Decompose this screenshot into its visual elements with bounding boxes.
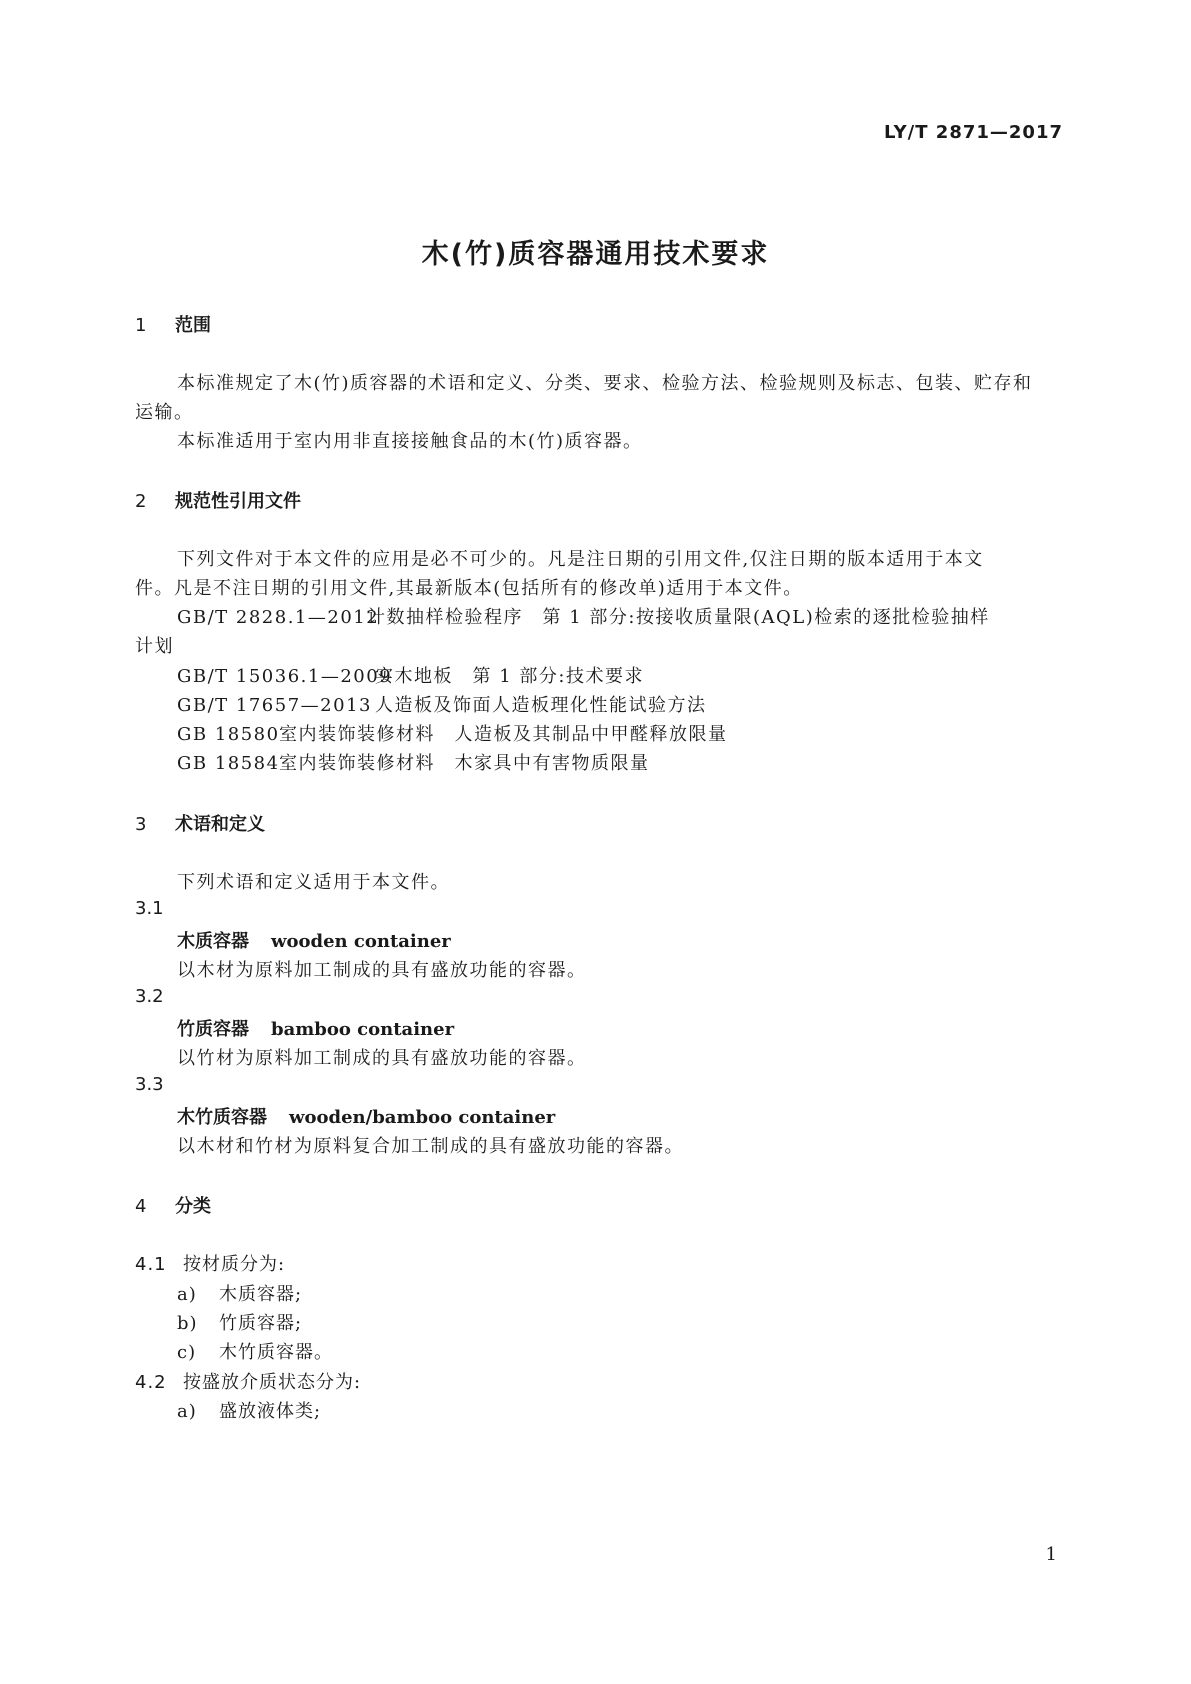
section-2-heading xyxy=(135,487,301,513)
section-title: 规范性引用文件 xyxy=(175,491,301,512)
term-number: 3.2 xyxy=(135,986,164,1007)
reference-continuation: 计划 xyxy=(135,636,174,657)
list-marker: a) xyxy=(177,1401,197,1422)
paragraph: 下列文件对于本文件的应用是必不可少的。凡是注日期的引用文件,仅注日期的版本适用于本文 xyxy=(177,549,984,570)
term-heading xyxy=(177,1015,454,1041)
clause-4-1 xyxy=(135,1250,285,1276)
section-1-heading xyxy=(135,311,211,337)
section-4-heading xyxy=(135,1192,211,1218)
term-chinese: 竹质容器 xyxy=(177,1019,249,1040)
list-marker: b) xyxy=(177,1313,198,1334)
term-heading xyxy=(177,927,451,953)
term-chinese: 木质容器 xyxy=(177,931,249,952)
section-number: 1 xyxy=(135,315,147,336)
normative-reference xyxy=(177,749,650,775)
list-item-text: 木质容器; xyxy=(219,1284,303,1305)
reference-title: 室内装饰装修材料 人造板及其制品中甲醛释放限量 xyxy=(279,724,728,745)
list-marker: c) xyxy=(177,1342,197,1363)
paragraph: 本标准适用于室内用非直接接触食品的木(竹)质容器。 xyxy=(177,431,643,452)
list-item xyxy=(177,1309,302,1335)
list-item xyxy=(177,1338,333,1364)
normative-reference xyxy=(177,662,644,688)
paragraph-continuation: 运输。 xyxy=(135,402,194,423)
list-item-text: 竹质容器; xyxy=(219,1313,303,1334)
clause-number: 4.2 xyxy=(135,1372,167,1393)
list-item xyxy=(177,1280,302,1306)
list-marker: a) xyxy=(177,1284,197,1305)
term-number: 3.1 xyxy=(135,898,164,919)
term-english: wooden/bamboo container xyxy=(289,1107,556,1128)
term-definition: 以木材为原料加工制成的具有盛放功能的容器。 xyxy=(177,960,587,981)
reference-code: GB 18584 xyxy=(177,753,280,774)
list-item-text: 盛放液体类; xyxy=(219,1401,322,1422)
normative-reference xyxy=(177,691,707,717)
section-title: 范围 xyxy=(175,315,211,336)
reference-title: 室内装饰装修材料 木家具中有害物质限量 xyxy=(279,753,650,774)
clause-text: 按材质分为: xyxy=(183,1254,286,1275)
section-number: 4 xyxy=(135,1196,147,1217)
reference-title: 计数抽样检验程序 第 1 部分:按接收质量限(AQL)检索的逐批检验抽样 xyxy=(367,607,990,628)
reference-code: GB/T 17657—2013 xyxy=(177,695,372,716)
reference-code: GB/T 15036.1—2009 xyxy=(177,666,393,687)
list-item-text: 木竹质容器。 xyxy=(219,1342,333,1363)
section-title: 分类 xyxy=(175,1196,211,1217)
reference-code: GB/T 2828.1—2012 xyxy=(177,607,380,628)
section-number: 3 xyxy=(135,814,147,835)
section-number: 2 xyxy=(135,491,147,512)
term-english: bamboo container xyxy=(271,1019,455,1040)
normative-reference xyxy=(177,720,728,746)
term-heading xyxy=(177,1103,555,1129)
term-definition: 以竹材为原料加工制成的具有盛放功能的容器。 xyxy=(177,1048,587,1069)
clause-4-2 xyxy=(135,1368,361,1394)
normative-reference xyxy=(177,603,990,629)
reference-code: GB 18580 xyxy=(177,724,280,745)
section-3-heading xyxy=(135,810,265,836)
paragraph-continuation: 件。凡是不注日期的引用文件,其最新版本(包括所有的修改单)适用于本文件。 xyxy=(135,578,803,599)
list-item xyxy=(177,1397,321,1423)
standard-code: LY/T 2871—2017 xyxy=(883,122,1063,143)
term-number: 3.3 xyxy=(135,1074,164,1095)
reference-title: 人造板及饰面人造板理化性能试验方法 xyxy=(375,695,707,716)
document-title: 木(竹)质容器通用技术要求 xyxy=(421,239,770,270)
term-definition: 以木材和竹材为原料复合加工制成的具有盛放功能的容器。 xyxy=(177,1136,684,1157)
page-number: 1 xyxy=(1045,1544,1057,1565)
clause-text: 按盛放介质状态分为: xyxy=(183,1372,362,1393)
section-title: 术语和定义 xyxy=(175,814,265,835)
term-chinese: 木竹质容器 xyxy=(177,1107,267,1128)
paragraph: 下列术语和定义适用于本文件。 xyxy=(177,872,450,893)
clause-number: 4.1 xyxy=(135,1254,167,1275)
reference-title: 实木地板 第 1 部分:技术要求 xyxy=(375,666,644,687)
term-english: wooden container xyxy=(271,931,451,952)
paragraph: 本标准规定了木(竹)质容器的术语和定义、分类、要求、检验方法、检验规则及标志、包装、贮存和 xyxy=(177,373,1033,394)
